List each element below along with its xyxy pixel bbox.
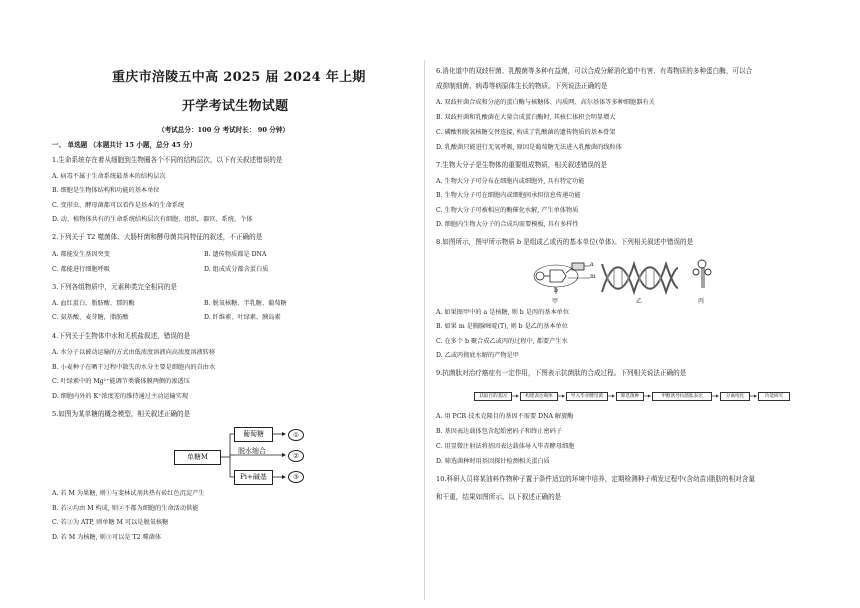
label-a: a (590, 261, 594, 268)
q5-option-a[interactable]: A. 若 M 为果糖, 则①与斐林试剂共热有砖红色沉淀产生 (52, 490, 205, 497)
q5-concept-diagram (172, 426, 362, 486)
q7-stem: 7.生物大分子是生物体的重要组成物质，相关叙述错误的是 (436, 161, 608, 169)
q9-option-b[interactable]: B. 基因表达载体包含起始密码子和终止密码子 (436, 428, 563, 435)
q9-option-d[interactable]: D. 筛选菌种时用基因探针检测相关蛋白质 (436, 458, 550, 465)
q8-figure (532, 254, 722, 304)
q3-option-b[interactable]: B. 脱氧核糖、半乳糖、葡萄糖 (204, 300, 287, 307)
q1-option-c[interactable]: C. 变形虫、酵母菌都可以看作是基本的生命系统 (52, 202, 185, 209)
q4-option-c[interactable]: C. 叶绿素中的 Mg²⁺能调节类囊体膜两侧的渗透压 (52, 378, 190, 385)
q8-stem: 8.如图所示，图甲所示物质 b 是组成乙或丙的基本单位(单体)。下列相关叙述中错误的是 (436, 238, 694, 246)
flow-step-6: 分离纯化 (720, 392, 750, 401)
q7-option-b[interactable]: B. 生物大分子可在细胞内或细胞间承担信息传递功能 (436, 192, 581, 199)
q5-stem: 5.如图为某单糖的概念模型，相关叙述正确的是 (52, 410, 191, 418)
flow-step-4: 筛选菌种 (616, 392, 644, 401)
q6-option-c[interactable]: C. 磷酸和脱氧核糖交替连接, 构成了乳酸菌的遗传物质的基本骨架 (436, 129, 616, 136)
q3-stem: 3.下列各组物质中，元素种类完全相同的是 (52, 283, 177, 291)
q8-nucleotide-diagram (532, 254, 722, 304)
q10-stem-line1: 10.科研人员将某油料作物种子置于条件适宜的环境中培养，定期检测种子萌发过程中(含幼苗)脂肪的相对含量 (436, 475, 755, 483)
q7-option-d[interactable]: D. 细胞内生物大分子的合成均需要模板, 具有多样性 (436, 221, 579, 228)
q6-option-b[interactable]: B. 双歧杆菌和乳酸菌在大量合成蛋白酶时, 其核仁体积会明显增大 (436, 114, 616, 121)
q2-option-d[interactable]: D. 组成成分都含蛋白质 (204, 266, 269, 273)
q6-option-a[interactable]: A. 双歧杆菌合成和分泌的蛋白酶与核糖体、内质网、高尔基体等多种细胞器有关 (436, 99, 655, 106)
flow-step-5: 甲醇诱导抗菌肽表达 (652, 392, 712, 401)
q1-option-b[interactable]: B. 细胞是生物体结构和功能的基本单位 (52, 187, 160, 194)
label-bing: 丙 (698, 298, 705, 305)
q3-option-a[interactable]: A. 血红蛋白、脂肪酸、那的酶 (52, 300, 135, 307)
label-jia: 甲 (552, 298, 559, 305)
section-heading: 一、 单选题 （本题共计 15 小题，总分 45 分） (52, 141, 197, 149)
q9-stem: 9.抗菌肽对治疗癌症有一定作用，下图表示抗菌肽的合成过程。下列相关说法正确的是 (436, 369, 687, 377)
q8-option-d[interactable]: D. 乙或丙彻底水解的产物是甲 (436, 352, 519, 359)
nucleotide-figure (534, 263, 590, 294)
q8-option-a[interactable]: A. 如果图甲中的 a 是核糖, 则 b 是丙的基本单位 (436, 309, 570, 316)
q8-option-b[interactable]: B. 如果 m 是胸腺嘧啶(T), 则 b 是乙的基本单位 (436, 323, 568, 330)
exam-meta: （考试总分：100 分 考试时长： 90 分钟） (158, 126, 290, 134)
q1-option-d[interactable]: D. 动、植物体共有的生命系统结构层次有细胞，组织，器官、系统、个体 (52, 216, 253, 223)
q6-stem-line1: 6.消化道中的双歧杆菌、乳酸菌等多种有益菌，可以合成分解消化道中有害、有毒物质的多种蛋白酶，可以合 (436, 67, 753, 75)
q7-option-a[interactable]: A. 生物大分子可分布在细胞内或细胞外, 具有特定功能 (436, 178, 585, 185)
column-divider (424, 60, 425, 600)
q2-option-a[interactable]: A. 都能发生基因突变 (52, 251, 110, 258)
q4-option-d[interactable]: D. 细胞内外的 K⁺浓度差的维持通过主动运输实现 (52, 393, 189, 400)
q7-option-c[interactable]: C. 生物大分子可被相应的酶催化水解, 产生单体物质 (436, 207, 579, 214)
flow-step-2: 构建表达载体 (520, 392, 558, 401)
q3-option-c[interactable]: C. 氨基酸、麦芽糖，脂肪酸 (52, 314, 129, 321)
circle-3: ③ (288, 471, 304, 483)
trna-figure (693, 260, 711, 288)
exam-title-line1: 重庆市涪陵五中高 2025 届 2024 年上期 (112, 70, 366, 85)
q10-stem-line2: 和干重，结果如图所示。以下叙述正确的是 (436, 493, 562, 501)
q1-stem: 1.生命系统存在着从细胞到生物圈各个不同的结构层次，以下有关叙述错误的是 (52, 156, 283, 164)
label-m: m (590, 273, 596, 280)
dehydration-label: 脱水缩合 (238, 447, 266, 455)
glucose-box: 葡萄糖 (234, 427, 273, 442)
q4-option-b[interactable]: B. 小麦种子在晒干过程中散失的水分主要是细胞内的自由水 (52, 364, 216, 371)
flow-step-3: 导入毕赤酵母菌 (566, 392, 608, 401)
label-b: b (554, 287, 558, 294)
circle-2: ② (288, 450, 304, 462)
q3-option-d[interactable]: D. 纤维素、叶绿素，胰岛素 (204, 314, 281, 321)
double-helix-figure (602, 264, 678, 292)
q9-flowchart (474, 389, 794, 403)
q2-stem: 2.下列关于 T2 噬菌体、大肠杆菌和酵母菌共同特征的叙述，不正确的是 (52, 233, 263, 241)
q8-option-c[interactable]: C. 在多个 b 聚合成乙或丙的过程中, 都要产生水 (436, 338, 568, 345)
pi-base-box: Pi+碱基 (234, 470, 273, 485)
q4-option-a[interactable]: A. 水分子以被动运输的方式由低浓度溶液向高浓度溶液转移 (52, 349, 216, 356)
circle-1: ① (288, 429, 304, 441)
q4-stem: 4.下列关于生物体中水和无机盐叙述，错误的是 (52, 332, 191, 340)
flow-step-1: 获取目的基因 (474, 392, 512, 401)
q1-option-a[interactable]: A. 病毒不属于生命系统最基本的结构层次 (52, 173, 166, 180)
monosaccharide-m-box: 单糖M (174, 450, 221, 465)
q5-option-d[interactable]: D. 若 M 为核糖, 则③可以是 T2 噬菌体 (52, 534, 162, 541)
q5-option-c[interactable]: C. 若③为 ATP, 则单糖 M 可以是脱氧核糖 (52, 519, 169, 526)
exam-title-line2: 开学考试生物试题 (182, 99, 289, 114)
label-yi: 乙 (636, 298, 643, 305)
q2-option-b[interactable]: B. 遗传物质都是 DNA (204, 251, 267, 258)
q5-option-b[interactable]: B. 若②均由 M 构成, 则②不都为细胞的生命活动供能 (52, 505, 199, 512)
q6-option-d[interactable]: D. 乳酸菌只能进行无氧呼吸, 原因是葡萄糖无法进入乳酸菌的线粒体 (436, 144, 622, 151)
flow-step-7: 功能研究 (758, 392, 790, 401)
q2-option-c[interactable]: C. 都能进行细胞呼吸 (52, 266, 110, 273)
q9-option-a[interactable]: A. 用 PCR 技术克隆目的基因不需要 DNA 解旋酶 (436, 413, 574, 420)
q9-option-c[interactable]: C. 用显微注射法将基因表达载体导入毕赤酵母细胞 (436, 443, 575, 450)
q6-stem-line2: 成抑制细菌、病毒等病原体生长的物质。下列说法正确的是 (436, 82, 608, 90)
